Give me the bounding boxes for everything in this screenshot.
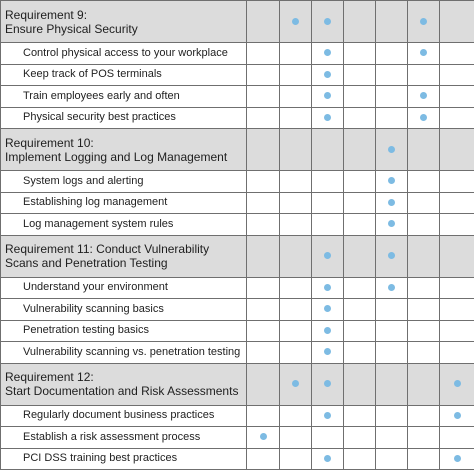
requirement-title-line: Requirement 12: (5, 370, 242, 384)
indicator-cell (376, 299, 408, 321)
indicator-cell (312, 235, 344, 277)
indicator-cell (408, 192, 440, 214)
requirement-title (1, 363, 247, 405)
indicator-cell (344, 299, 376, 321)
requirement-title (1, 1, 247, 43)
practice-label (1, 192, 247, 214)
indicator-cell (247, 214, 280, 236)
indicator-cell (344, 448, 376, 470)
indicator-cell (247, 43, 280, 65)
requirement-title (1, 129, 247, 171)
requirement-title-line: Start Documentation and Risk Assessments (5, 384, 242, 398)
applicable-dot-icon (420, 49, 427, 56)
practice-text: Log management system rules (23, 218, 246, 231)
indicator-cell (280, 427, 312, 449)
indicator-cell (440, 214, 474, 236)
indicator-cell (440, 86, 474, 108)
table-row (1, 192, 474, 214)
practice-label (1, 64, 247, 86)
practice-label (1, 171, 247, 193)
applicable-dot-icon (324, 305, 331, 312)
indicator-cell (376, 1, 408, 43)
indicator-cell (376, 427, 408, 449)
applicable-dot-icon (324, 114, 331, 121)
applicable-dot-icon (324, 92, 331, 99)
indicator-cell (408, 64, 440, 86)
indicator-cell (408, 448, 440, 470)
indicator-cell (376, 192, 408, 214)
applicable-dot-icon (260, 433, 267, 440)
indicator-cell (344, 342, 376, 364)
indicator-cell (280, 171, 312, 193)
indicator-cell (440, 43, 474, 65)
indicator-cell (376, 64, 408, 86)
indicator-cell (280, 277, 312, 299)
indicator-cell (280, 43, 312, 65)
indicator-cell (247, 86, 280, 108)
indicator-cell (440, 299, 474, 321)
practice-text: System logs and alerting (23, 175, 246, 188)
indicator-cell (376, 320, 408, 342)
practice-label (1, 107, 247, 129)
indicator-cell (280, 448, 312, 470)
indicator-cell (312, 129, 344, 171)
indicator-cell (280, 1, 312, 43)
indicator-cell (440, 363, 474, 405)
indicator-cell (440, 64, 474, 86)
indicator-cell (247, 192, 280, 214)
indicator-cell (376, 235, 408, 277)
indicator-cell (408, 129, 440, 171)
applicable-dot-icon (388, 252, 395, 259)
indicator-cell (247, 129, 280, 171)
applicable-dot-icon (324, 327, 331, 334)
indicator-cell (408, 43, 440, 65)
indicator-cell (312, 107, 344, 129)
indicator-cell (280, 320, 312, 342)
indicator-cell (344, 192, 376, 214)
practice-label (1, 299, 247, 321)
indicator-cell (247, 363, 280, 405)
practice-label (1, 427, 247, 449)
indicator-cell (344, 107, 376, 129)
indicator-cell (247, 342, 280, 364)
indicator-cell (440, 1, 474, 43)
indicator-cell (247, 320, 280, 342)
requirement-header-row (1, 129, 474, 171)
indicator-cell (344, 86, 376, 108)
indicator-cell (247, 405, 280, 427)
table-row (1, 214, 474, 236)
indicator-cell (247, 299, 280, 321)
applicable-dot-icon (324, 348, 331, 355)
indicator-cell (247, 235, 280, 277)
requirement-title-line: Requirement 10: (5, 136, 242, 150)
practice-label (1, 86, 247, 108)
practice-text: Regularly document business practices (23, 409, 246, 422)
indicator-cell (247, 171, 280, 193)
indicator-cell (312, 448, 344, 470)
requirement-title-line: Implement Logging and Log Management (5, 150, 242, 164)
indicator-cell (344, 427, 376, 449)
indicator-cell (408, 405, 440, 427)
practice-label (1, 448, 247, 470)
practice-text: Control physical access to your workplace (23, 47, 246, 60)
practice-label (1, 214, 247, 236)
indicator-cell (280, 107, 312, 129)
table-row (1, 405, 474, 427)
practice-text: Establishing log management (23, 196, 246, 209)
practice-label (1, 342, 247, 364)
indicator-cell (344, 214, 376, 236)
table-row (1, 427, 474, 449)
applicable-dot-icon (454, 455, 461, 462)
applicable-dot-icon (324, 412, 331, 419)
table-row (1, 171, 474, 193)
applicable-dot-icon (454, 412, 461, 419)
indicator-cell (408, 171, 440, 193)
practice-text: Penetration testing basics (23, 324, 246, 337)
indicator-cell (344, 129, 376, 171)
applicable-dot-icon (388, 199, 395, 206)
indicator-cell (408, 320, 440, 342)
table-row (1, 299, 474, 321)
applicable-dot-icon (388, 220, 395, 227)
indicator-cell (376, 405, 408, 427)
table-row (1, 448, 474, 470)
indicator-cell (440, 107, 474, 129)
table-row (1, 320, 474, 342)
practice-label (1, 320, 247, 342)
indicator-cell (408, 1, 440, 43)
applicable-dot-icon (388, 284, 395, 291)
indicator-cell (440, 448, 474, 470)
indicator-cell (440, 171, 474, 193)
indicator-cell (247, 427, 280, 449)
indicator-cell (376, 342, 408, 364)
indicator-cell (312, 342, 344, 364)
requirement-header-row (1, 1, 474, 43)
indicator-cell (312, 214, 344, 236)
applicable-dot-icon (292, 18, 299, 25)
indicator-cell (440, 320, 474, 342)
indicator-cell (408, 214, 440, 236)
indicator-cell (247, 64, 280, 86)
indicator-cell (376, 86, 408, 108)
indicator-cell (408, 107, 440, 129)
applicable-dot-icon (420, 18, 427, 25)
indicator-cell (247, 107, 280, 129)
indicator-cell (344, 320, 376, 342)
indicator-cell (312, 363, 344, 405)
indicator-cell (280, 342, 312, 364)
indicator-cell (312, 427, 344, 449)
indicator-cell (280, 363, 312, 405)
applicable-dot-icon (420, 114, 427, 121)
requirement-title-line: Ensure Physical Security (5, 22, 242, 36)
indicator-cell (408, 427, 440, 449)
indicator-cell (280, 129, 312, 171)
table-row (1, 43, 474, 65)
practice-label (1, 43, 247, 65)
indicator-cell (376, 214, 408, 236)
indicator-cell (376, 171, 408, 193)
practice-text: Train employees early and often (23, 90, 246, 103)
indicator-cell (376, 277, 408, 299)
indicator-cell (344, 171, 376, 193)
indicator-cell (312, 86, 344, 108)
indicator-cell (312, 43, 344, 65)
indicator-cell (280, 86, 312, 108)
indicator-cell (312, 192, 344, 214)
indicator-cell (440, 235, 474, 277)
indicator-cell (408, 342, 440, 364)
indicator-cell (376, 107, 408, 129)
practice-text: Understand your environment (23, 281, 246, 294)
practice-text: Keep track of POS terminals (23, 68, 246, 81)
practice-text: Physical security best practices (23, 111, 246, 124)
indicator-cell (376, 448, 408, 470)
indicator-cell (247, 277, 280, 299)
applicable-dot-icon (324, 18, 331, 25)
applicable-dot-icon (388, 146, 395, 153)
practice-label (1, 277, 247, 299)
indicator-cell (344, 43, 376, 65)
table-row (1, 86, 474, 108)
requirement-title-line: Requirement 9: (5, 8, 242, 22)
applicable-dot-icon (420, 92, 427, 99)
applicable-dot-icon (454, 380, 461, 387)
requirement-title (1, 235, 247, 277)
indicator-cell (344, 235, 376, 277)
practice-text: Vulnerability scanning basics (23, 303, 246, 316)
indicator-cell (344, 1, 376, 43)
applicable-dot-icon (324, 252, 331, 259)
requirement-header-row (1, 235, 474, 277)
practice-text: Establish a risk assessment process (23, 431, 246, 444)
indicator-cell (280, 299, 312, 321)
indicator-cell (408, 363, 440, 405)
requirement-header-row (1, 363, 474, 405)
indicator-cell (440, 277, 474, 299)
requirement-title-line: Scans and Penetration Testing (5, 256, 242, 270)
indicator-cell (312, 1, 344, 43)
indicator-cell (376, 129, 408, 171)
table-row (1, 107, 474, 129)
applicable-dot-icon (292, 380, 299, 387)
practice-text: Vulnerability scanning vs. penetration testing (23, 346, 246, 359)
practice-text: PCI DSS training best practices (23, 452, 246, 465)
applicable-dot-icon (324, 380, 331, 387)
indicator-cell (280, 214, 312, 236)
indicator-cell (440, 427, 474, 449)
indicator-cell (344, 277, 376, 299)
indicator-cell (408, 299, 440, 321)
applicable-dot-icon (324, 71, 331, 78)
indicator-cell (376, 363, 408, 405)
indicator-cell (376, 43, 408, 65)
indicator-cell (440, 342, 474, 364)
indicator-cell (408, 86, 440, 108)
indicator-cell (312, 277, 344, 299)
indicator-cell (408, 277, 440, 299)
indicator-cell (312, 320, 344, 342)
indicator-cell (247, 1, 280, 43)
indicator-cell (280, 235, 312, 277)
applicable-dot-icon (388, 177, 395, 184)
indicator-cell (408, 235, 440, 277)
table-row (1, 342, 474, 364)
indicator-cell (280, 192, 312, 214)
indicator-cell (440, 192, 474, 214)
practice-label (1, 405, 247, 427)
indicator-cell (312, 299, 344, 321)
applicable-dot-icon (324, 49, 331, 56)
indicator-cell (312, 405, 344, 427)
applicable-dot-icon (324, 455, 331, 462)
indicator-cell (344, 363, 376, 405)
requirement-title-line: Requirement 11: Conduct Vulnerability (5, 242, 242, 256)
indicator-cell (440, 405, 474, 427)
applicable-dot-icon (324, 284, 331, 291)
table-row (1, 277, 474, 299)
indicator-cell (312, 171, 344, 193)
indicator-cell (247, 448, 280, 470)
indicator-cell (344, 405, 376, 427)
indicator-cell (280, 64, 312, 86)
indicator-cell (280, 405, 312, 427)
indicator-cell (312, 64, 344, 86)
indicator-cell (440, 129, 474, 171)
table-row (1, 64, 474, 86)
indicator-cell (344, 64, 376, 86)
